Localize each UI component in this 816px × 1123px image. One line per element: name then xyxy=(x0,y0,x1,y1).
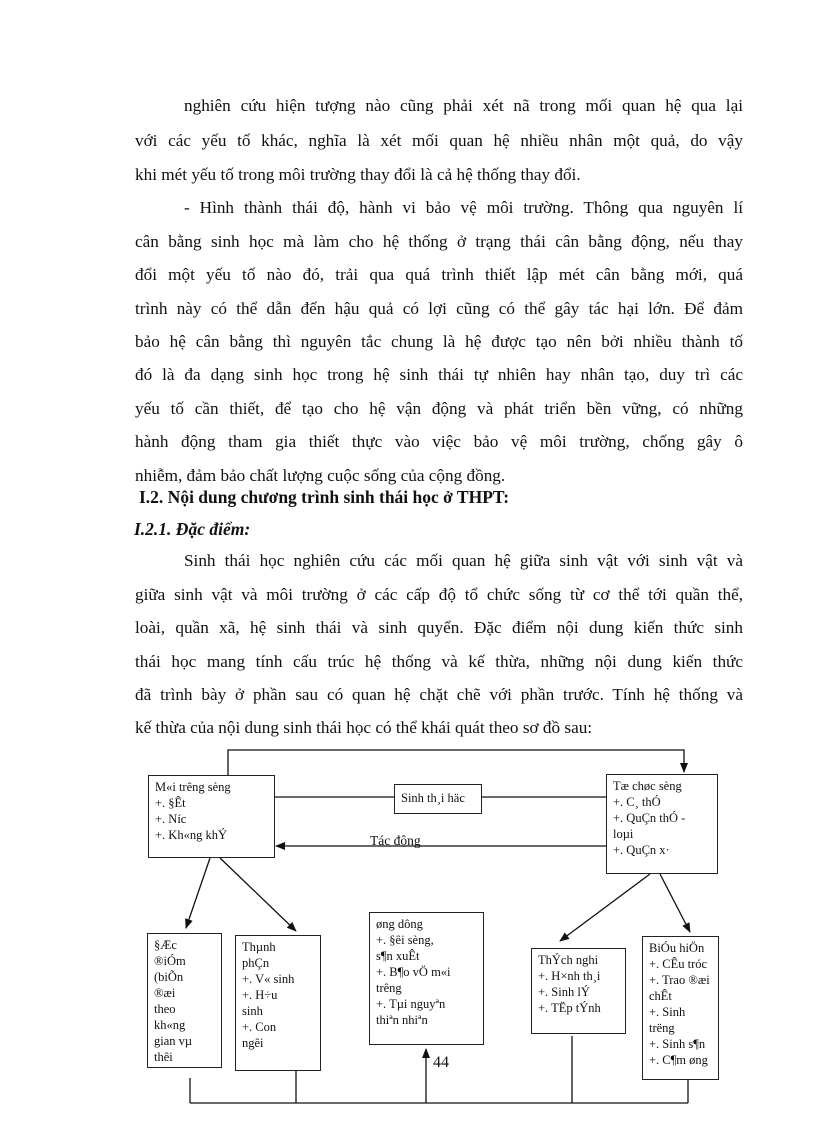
application-box: øng dông +. §êi sèng, s¶n xuÊt +. B¶o vÖ m«i trêng +. Tµi nguyªn thiªn nhiªn xyxy=(369,912,484,1045)
body-line: - Hình thành thái độ, hành vi bảo vệ môi trường. Thông qua nguyên lí xyxy=(184,198,743,217)
body-line: kế thừa của nội dung sinh thái học có thể khái quát theo sơ đồ sau: xyxy=(135,718,593,737)
body-line: đó là đa dạng sinh học trong hệ sinh thái tự nhiên hay nhân tạo, duy trì các xyxy=(135,365,743,384)
body-line: đổi một yếu tố nào đó, trải qua quá trình thiết lập mét cân bằng mới, quá xyxy=(135,265,743,284)
page-number: 44 xyxy=(433,1054,449,1071)
body-line: hành động tham gia thiết thực vào việc bảo vệ môi trường, chống gây ô xyxy=(135,432,743,451)
component-box: Thµnh phÇn +. V« sinh +. H÷u sinh +. Con ngêi xyxy=(235,935,321,1071)
subsection-heading: I.2.1. Đặc điểm: xyxy=(134,519,251,539)
org-to-box-e-arrow xyxy=(660,874,690,932)
body-line: giữa sinh vật và môi trường ở các cấp độ tổ chức sống từ cơ thể tới quần thể, xyxy=(135,585,743,604)
top-loop-arrow xyxy=(228,750,684,775)
body-line: đã trình bày ở phần sau có quan hệ chặt chẽ với phần trước. Tính hệ thống và xyxy=(135,685,743,704)
environment-box: M«i trêng sèng +. §Êt +. Níc +. Kh«ng khÝ xyxy=(148,775,275,858)
body-line: yếu tố cần thiết, để tạo cho hệ vận động và phát triển bền vững, có những xyxy=(135,399,743,418)
feature-box: §Æc ®iÓm (biÕn ®æi theo kh«ng gian vµ thêi xyxy=(147,933,222,1068)
arrow-label-tac-dong: Tác động xyxy=(370,833,421,848)
adaptation-box: ThÝch nghi +. H×nh th¸i +. Sinh lÝ +. TËp tÝnh xyxy=(531,948,626,1034)
body-line: thái học mang tính cấu trúc hệ thống và kế thừa, những nội dung kiến thức xyxy=(135,652,743,671)
ecology-center-box: Sinh th¸i häc xyxy=(394,784,482,814)
body-line: nghiên cứu hiện tượng nào cũng phải xét nã trong mối quan hệ qua lại xyxy=(184,96,743,115)
body-line: với các yếu tố khác, nghĩa là xét mối quan hệ nhiều nhân một quả, do vậy xyxy=(135,131,743,150)
body-line: loài, quần xã, hệ sinh thái và sinh quyển. Đặc điểm nội dung kiến thức sinh xyxy=(135,618,743,637)
body-line: Sinh thái học nghiên cứu các mối quan hệ giữa sinh vật với sinh vật và xyxy=(184,551,743,570)
section-heading: I.2. Nội dung chương trình sinh thái học ở THPT: xyxy=(139,487,510,507)
env-to-box-b-arrow xyxy=(220,858,296,931)
org-to-box-d-arrow xyxy=(560,874,650,941)
body-line: trình này có thể dẫn đến hậu quả có lợi cũng có thể gây tác hại lớn. Để đảm xyxy=(135,299,743,318)
body-line: cân bằng sinh học mà làm cho hệ thống ở trạng thái cân bằng động, nếu thay xyxy=(135,232,743,251)
body-line: bảo hệ cân bằng thì nguyên tắc chung là hệ được tạo nên bởi nhiều thành tố xyxy=(135,332,743,351)
body-line: khi mét yếu tố trong môi trường thay đổi là cả hệ thống thay đổi. xyxy=(135,165,581,184)
manifestation-box: BiÓu hiÖn +. CÊu tróc +. Trao ®æi chÊt +. Sinh trëng +. Sinh s¶n +. C¶m øng xyxy=(642,936,719,1080)
body-line: nhiễm, đảm bảo chất lượng cuộc sống của cộng đồng. xyxy=(135,466,506,485)
living-organization-box: Tæ chøc sèng +. C¸ thÓ +. QuÇn thÓ - loµi +. QuÇn x· xyxy=(606,774,718,874)
env-to-box-a-arrow xyxy=(186,858,210,928)
